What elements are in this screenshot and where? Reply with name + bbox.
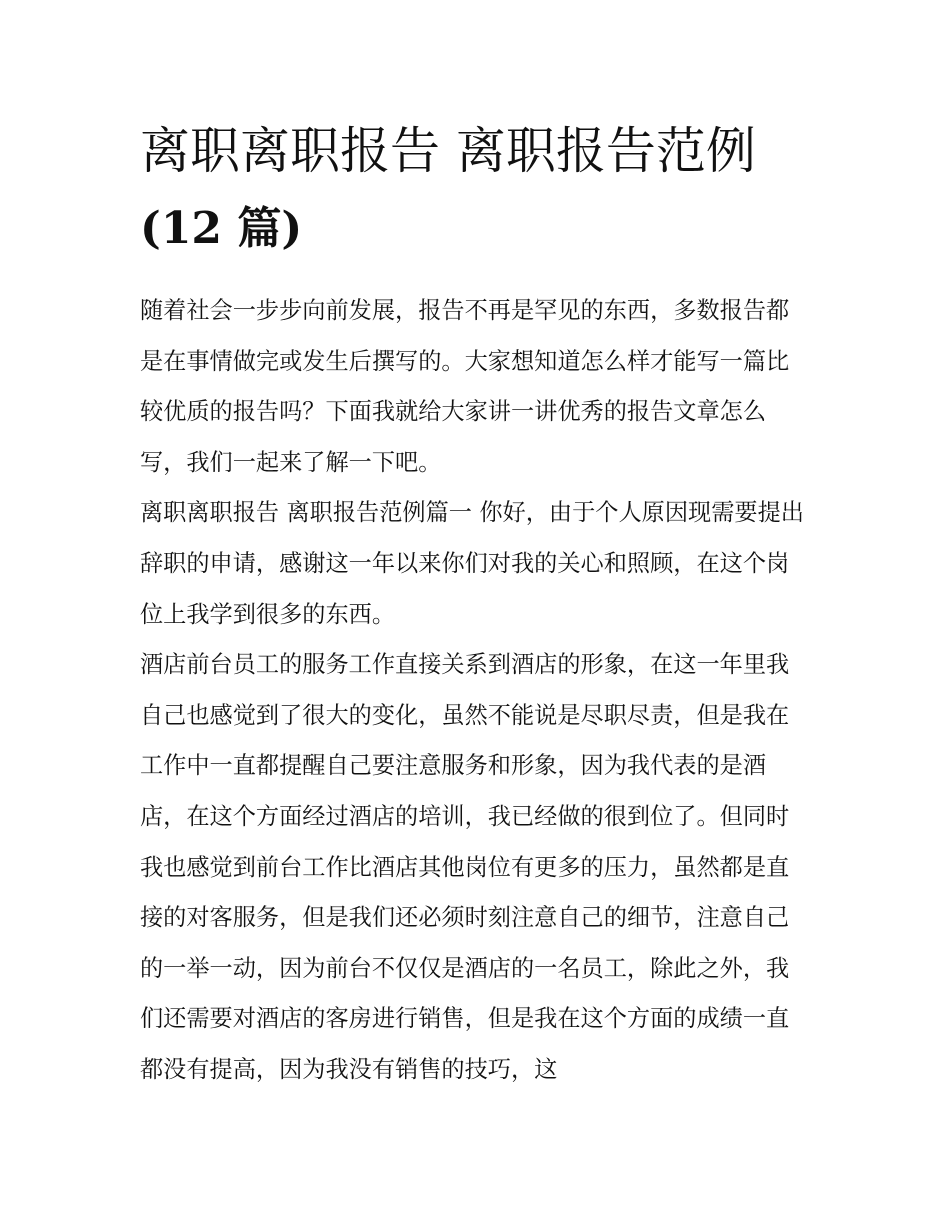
title-count-text: (12 篇)	[140, 203, 303, 254]
paragraph-2: 酒店前台员工的服务工作直接关系到酒店的形象，在这一年里我自己也感觉到了很大的变化，虽然不能说是尽职尽责，但是我在工作中一直都提醒自己要注意服务和形象，因为我代表的是酒店，在这个方面经过酒店的培训，我已经做的很到位了。但同时我也感觉到前台工作比酒店其他岗位有更多的压力，虽然都是直接的对客服务，但是我们还必须时刻注意自己的细节，注意自己的一举一动，因为前台不仅仅是酒店的一名员工，除此之外，我们还需要对酒店的客房进行销售，但是我在这个方面的成绩一直都没有提高，因为我没有销售的技巧，这	[140, 651, 790, 1083]
paragraph-intro: 随着社会一步步向前发展，报告不再是罕见的东西，多数报告都是在事情做完或发生后撰写的。大家想知道怎么样才能写一篇比较优质的报告吗？下面我就给大家讲一讲优秀的报告文章怎么写，我们一起来了解一下吧。	[140, 297, 790, 476]
document-body	[140, 286, 812, 1096]
document-page	[140, 112, 812, 1096]
title-main-text: 离职离职报告 离职报告范例	[140, 122, 756, 180]
paragraph-1: 离职离职报告 离职报告范例篇一 你好，由于个人原因现需要提出辞职的申请，感谢这一年以来你们对我的关心和照顾，在这个岗位上我学到很多的东西。	[140, 499, 804, 628]
document-title	[140, 112, 812, 268]
